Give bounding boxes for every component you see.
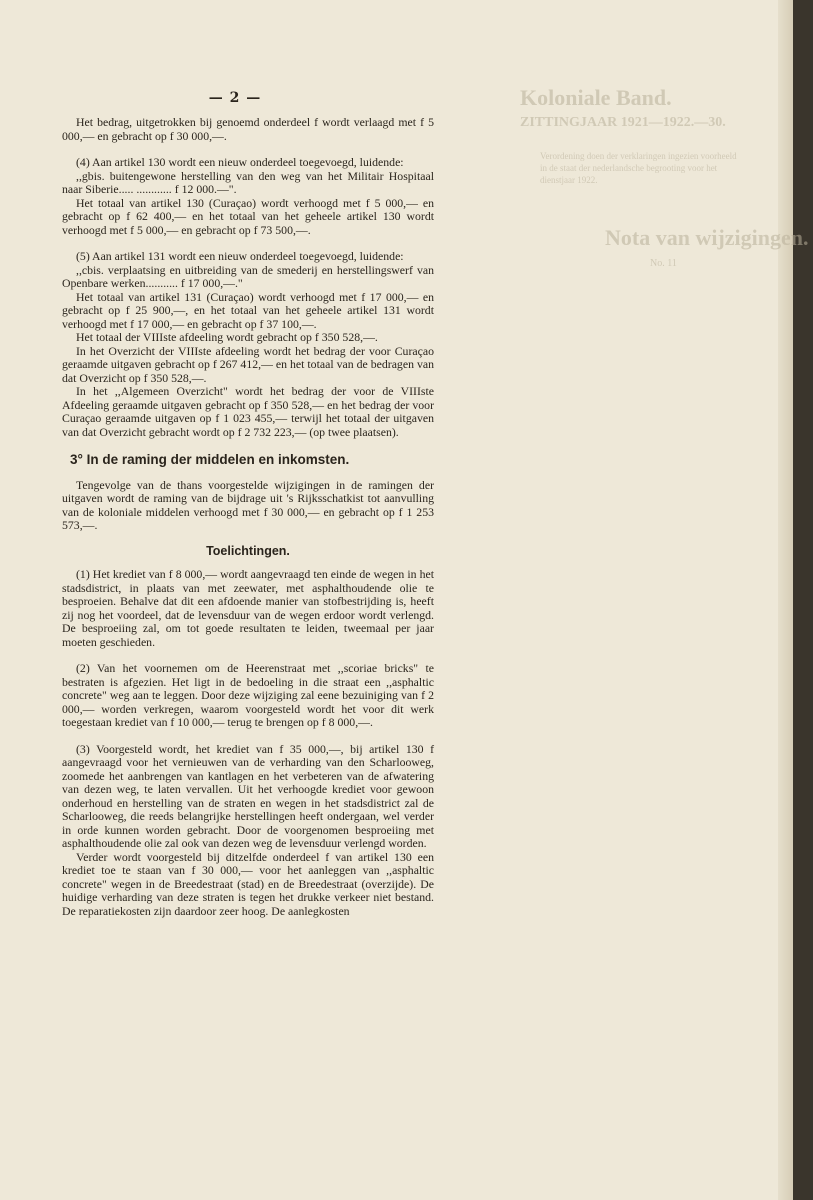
paragraph: ,,gbis. buitengewone herstelling van den weg van het Militair Hospitaal naar Siberie..... ............ f 12 000.—". xyxy=(62,168,434,196)
bleed-through-number: No. 11 xyxy=(650,258,677,269)
paragraph: Het totaal van artikel 130 (Curaçao) wordt verhoogd met f 5 000,— en gebracht op f 62 400,— en het totaal van het geheele artikel 130 wordt verhoogd met f 5 000,— en gebracht op f 73 500,—. xyxy=(62,195,434,237)
paragraph: (4) Aan artikel 130 wordt een nieuw onderdeel toegevoegd, luidende: xyxy=(76,155,404,169)
paragraph: (5) Aan artikel 131 wordt een nieuw onderdeel toegevoegd, luidende: xyxy=(76,249,404,263)
document-body xyxy=(62,116,434,918)
toelichtingen-heading: Toelichtingen. xyxy=(206,543,290,558)
paragraph: (3) Voorgesteld wordt, het krediet van f 35 000,—, bij artikel 130 f aangevraagd voor het vernieuwen van de verharding van den Scharlooweg, zoomede het aanbrengen van kantlagen en het verbeteren van de afwatering van dezen weg, te laten vervallen. Uit het verhoogde krediet voor gewoon onderhoud en herstelling van de straten en wegen in het stadsdistrict zal de Scharlooweg, die reeds belangrijke herstellingen heeft ondergaan, wel verder in orde kunnen worden gebracht. Door de voorgenomen besproeiing met asphalthoudende olie zal ook van dezen weg de levensduur verlengd worden. xyxy=(62,741,434,850)
paragraph: In het Overzicht der VIIIste afdeeling wordt het bedrag der voor Curaçao geraamde uitgaven gebracht op f 267 412,— en het totaal van de bedragen van dat Overzicht op f 350 528,—. xyxy=(62,343,434,385)
paragraph: Het totaal van artikel 131 (Curaçao) wordt verhoogd met f 17 000,— en gebracht op f 25 900,—, en het totaal van het geheele artikel 131 wordt verhoogd met f 17 000,— en gebracht op f 37 100,—. xyxy=(62,289,434,331)
paragraph: Het bedrag, uitgetrokken bij genoemd onderdeel f wordt verlaagd met f 5 000,— en gebracht op f 30 000,—. xyxy=(62,115,434,143)
paragraph: Het totaal der VIIIste afdeeling wordt gebracht op f 350 528,—. xyxy=(76,330,378,344)
bleed-through-small-text: Verordening doen der verklaringen ingezien voorheeld in de staat der nederlandsche begrooting voor het dienstjaar 1922. xyxy=(540,151,737,185)
page-number: — 2 — xyxy=(208,90,262,106)
bleed-through-subtitle: ZITTINGJAAR 1921—1922.—30. xyxy=(520,115,726,130)
page-edge-shadow xyxy=(778,0,793,1200)
paragraph: (1) Het krediet van f 8 000,— wordt aangevraagd ten einde de wegen in het stadsdistrict, in plaats van met zeewater, met asphalthoudende olie te besproeien. Behalve dat dit een afdoende manier van stofbestrijding is, heeft zij nog het voordeel, dat de levensduur van de wegen erdoor wordt verlengd. De besproeiing zal, om tot goede resultaten te leiden, tweemaal per jaar moeten geschieden. xyxy=(62,567,434,649)
paragraph: Verder wordt voorgesteld bij ditzelfde onderdeel f van artikel 130 een krediet toe te staan van f 30 000,— voor het aanleggen van ,,asphaltic concrete" wegen in de Breedestraat (stad) en de Breedestraat (overzijde). De huidige verharding van deze straten is tegen het drukke verkeer niet bestand. De reparatiekosten zijn daardoor zeer hoog. De aanlegkosten xyxy=(62,849,434,918)
paragraph: ,,cbis. verplaatsing en uitbreiding van de smederij en herstellingswerf van Openbare werken........... f 17 000,—." xyxy=(62,262,434,290)
paragraph: In het ,,Algemeen Overzicht" wordt het bedrag der voor de VIIIste Afdeeling geraamde uitgaven gebracht op f 350 528,— en het bedrag der voor Curaçao geraamde uitgaven op f 1 023 455,— terwijl het totaal der uitgaven van dat Overzicht gebracht wordt op f 2 732 223,— (op twee plaatsen). xyxy=(62,384,434,439)
bleed-through-title: Koloniale Band. xyxy=(520,85,672,110)
bleed-through-nota: Nota van wijzigingen. xyxy=(605,225,809,250)
paragraph: (2) Van het voornemen om de Heerenstraat met ,,scoriae bricks" te bestraten is afgezien. Het ligt in de bedoeling in die straat een ,,asphaltic concrete" weg aan te leggen. Door deze wijziging zal eene bezuiniging van f 2 000,— worden verkregen, waarom voorgesteld wordt het voor dit werk toegestaan krediet van f 10 000,— terug te brengen op f 8 000,—. xyxy=(62,661,434,729)
scan-border xyxy=(793,0,813,1200)
section-heading: 3° In de raming der middelen en inkomsten. xyxy=(70,452,350,467)
paragraph: Tengevolge van de thans voorgestelde wijzigingen in de ramingen der uitgaven wordt de raming van de bijdrage uit 's Rijksschatkist tot aanvulling van de koloniale middelen verhoogd met f 30 000,— en gebracht op f 1 253 573,—. xyxy=(62,477,434,532)
